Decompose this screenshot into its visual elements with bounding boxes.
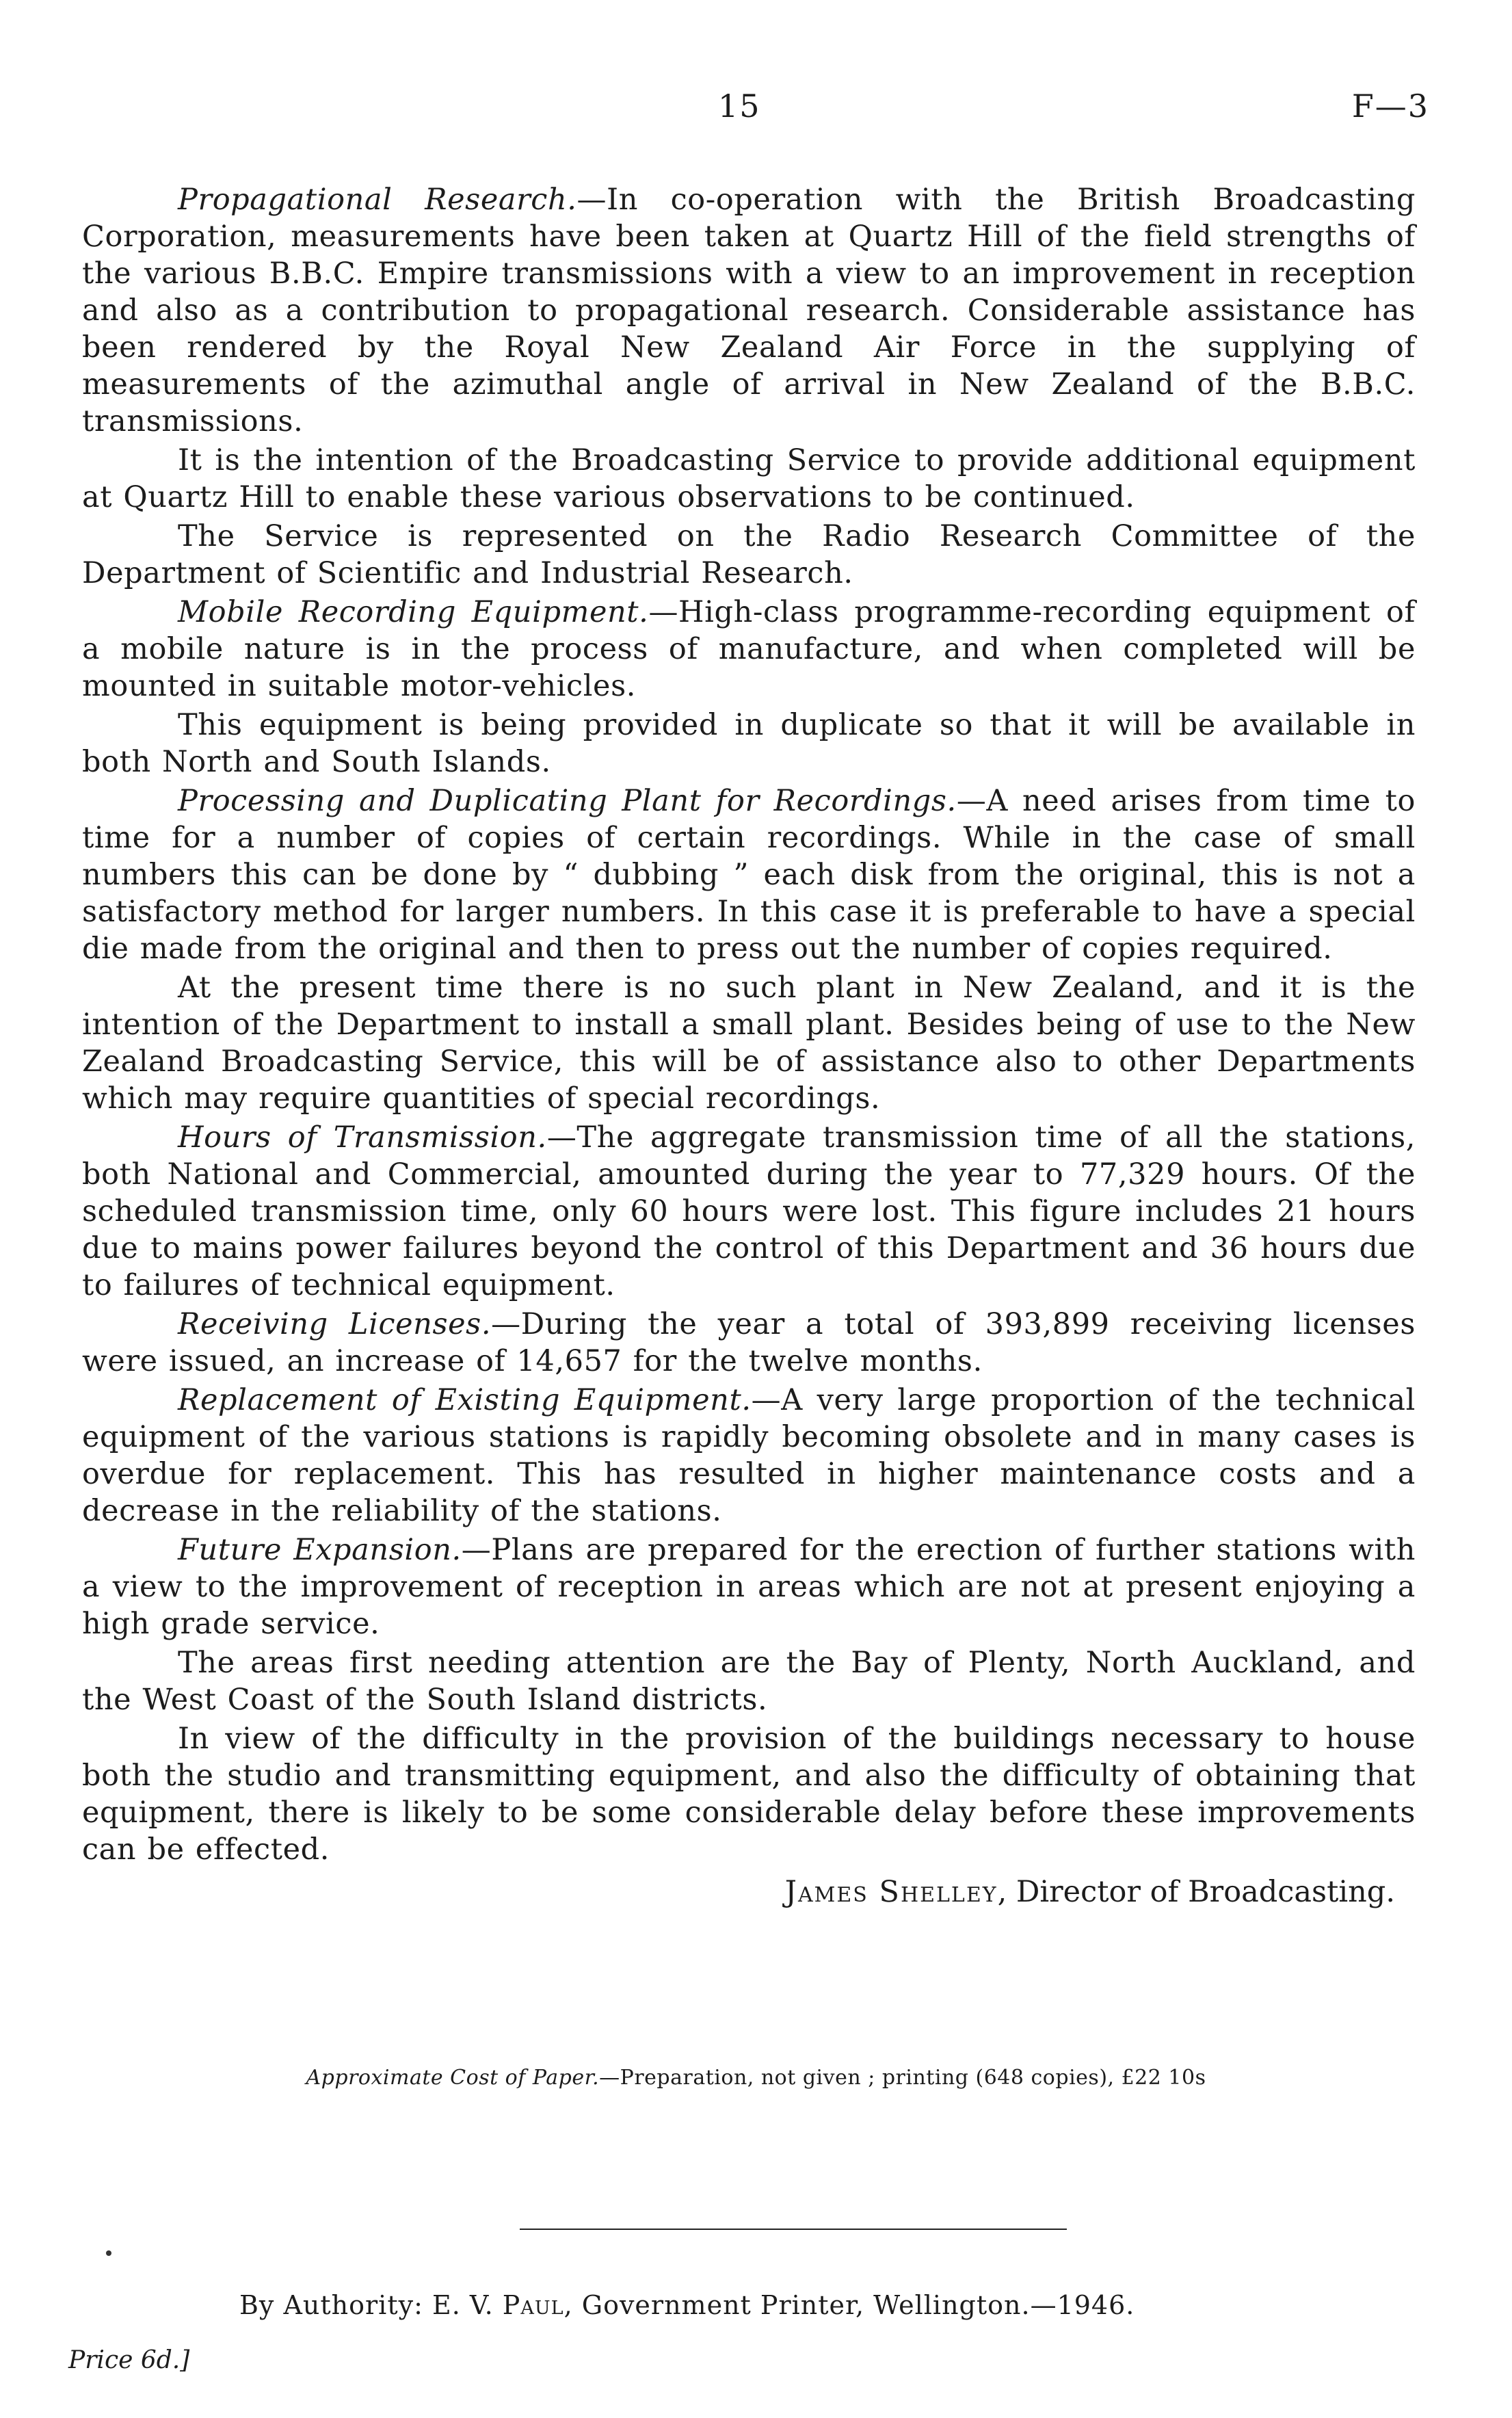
paragraph-text: —During the year a total of 393,899 receiving licenses were issued, an increase of 14,657 for the twelve months. xyxy=(82,1307,1416,1378)
paragraph-text: In view of the difficulty in the provision of the buildings necessary to house both the studio and transmitting equipment, and also the difficulty of obtaining that equipment, there is likely to be some considerable delay before these improvements can be effected. xyxy=(82,1722,1416,1867)
price: Price 6d.] xyxy=(68,2346,190,2374)
paragraph xyxy=(82,969,1416,1117)
section-heading: Propagational Research. xyxy=(178,183,577,217)
section-heading: Processing and Duplicating Plant for Recordings. xyxy=(178,784,957,818)
imprint xyxy=(239,2290,1135,2320)
paragraph-text: It is the intention of the Broadcasting Service to provide additional equipment at Quartz Hill to enable these various observations to be continued. xyxy=(82,443,1416,514)
paragraph-text: —In co-operation with the British Broadcasting Corporation, measurements have been taken at Quartz Hill of the field strengths of the various B.B.C. Empire transmissions with a view to an improvement in reception and also as a contribution to propagational research. Considerable assistance has been rendered by the Royal New Zealand Air Force in the supplying of measurements of the azimuthal angle of arrival in New Zealand of the B.B.C. transmissions. xyxy=(82,183,1416,438)
ink-dot xyxy=(106,2250,111,2256)
paragraph-text: —The aggregate transmission time of all the stations, both National and Commercial, amounted during the year to 77,329 hours. Of the scheduled transmission time, only 60 hours were lost. This figure includes 21 hours due to mains power failures beyond the control of this Department and 36 hours due to failures of technical equipment. xyxy=(82,1120,1416,1302)
paragraph xyxy=(82,442,1416,516)
cost-note xyxy=(0,2066,1512,2090)
imprint-suffix: , Government Printer, Wellington.—1946. xyxy=(563,2290,1135,2320)
signatory-title: , Director of Broadcasting. xyxy=(997,1875,1395,1909)
paragraph xyxy=(82,783,1416,967)
paragraph-text: —High-class programme-recording equipment of a mobile nature is in the process of manufacture, and when completed will be mounted in suitable motor-vehicles. xyxy=(82,595,1416,703)
document-code: F—3 xyxy=(1351,88,1429,124)
page-header xyxy=(718,88,1429,135)
paragraph-text: —Plans are prepared for the erection of further stations with a view to the improvement of reception in areas which are not at present enjoying a high grade service. xyxy=(82,1533,1416,1641)
imprint-prefix: By Authority: xyxy=(239,2290,432,2320)
section-heading: Mobile Recording Equipment. xyxy=(178,595,649,629)
body-text xyxy=(82,181,1416,1910)
divider-rule xyxy=(520,2229,1067,2230)
paragraph xyxy=(82,707,1416,780)
cost-note-text: —Preparation, not given ; printing (648 copies), £22 10s xyxy=(599,2066,1206,2090)
signature xyxy=(82,1874,1416,1910)
section-heading: Hours of Transmission. xyxy=(178,1120,547,1155)
paragraph xyxy=(82,1382,1416,1529)
paragraph-text: The Service is represented on the Radio Research Committee of the Department of Scientific and Industrial Research. xyxy=(82,519,1416,590)
paragraph-text: The areas first needing attention are the Bay of Plenty, North Auckland, and the West Coast of the South Island districts. xyxy=(82,1646,1416,1717)
paragraph xyxy=(82,594,1416,705)
section-heading: Receiving Licenses. xyxy=(178,1307,492,1341)
section-heading: Future Expansion. xyxy=(178,1533,462,1567)
signatory-name: James Shelley xyxy=(784,1875,998,1909)
paragraph-text: —A need arises from time to time for a number of copies of certain recordings. While in the case of small numbers this can be done by “ dubbing ” each disk from the original, this is not a satisfactory method for larger numbers. In this case it is preferable to have a special die made from the original and then to press out the number of copies required. xyxy=(82,784,1416,966)
paragraph xyxy=(82,1306,1416,1380)
page-number: 15 xyxy=(718,88,761,124)
section-heading: Replacement of Existing Equipment. xyxy=(178,1383,752,1417)
paragraph xyxy=(82,1720,1416,1868)
cost-note-label: Approximate Cost of Paper. xyxy=(306,2066,600,2090)
paragraph xyxy=(82,518,1416,592)
paragraph xyxy=(82,1532,1416,1642)
paragraph-text: This equipment is being provided in duplicate so that it will be available in both North and South Islands. xyxy=(82,708,1416,779)
paragraph-text: —A very large proportion of the technical equipment of the various stations is rapidly becoming obsolete and in many cases is overdue for replacement. This has resulted in higher maintenance costs and a decrease in the reliability of the stations. xyxy=(82,1383,1416,1528)
paragraph xyxy=(82,1644,1416,1718)
paragraph xyxy=(82,1119,1416,1304)
printer-name: E. V. Paul xyxy=(432,2290,564,2320)
paragraph xyxy=(82,181,1416,440)
paragraph-text: At the present time there is no such plant in New Zealand, and it is the intention of the Department to install a small plant. Besides being of use to the New Zealand Broadcasting Service, this will be of assistance also to other Departments which may require quantities of special recordings. xyxy=(82,971,1416,1116)
